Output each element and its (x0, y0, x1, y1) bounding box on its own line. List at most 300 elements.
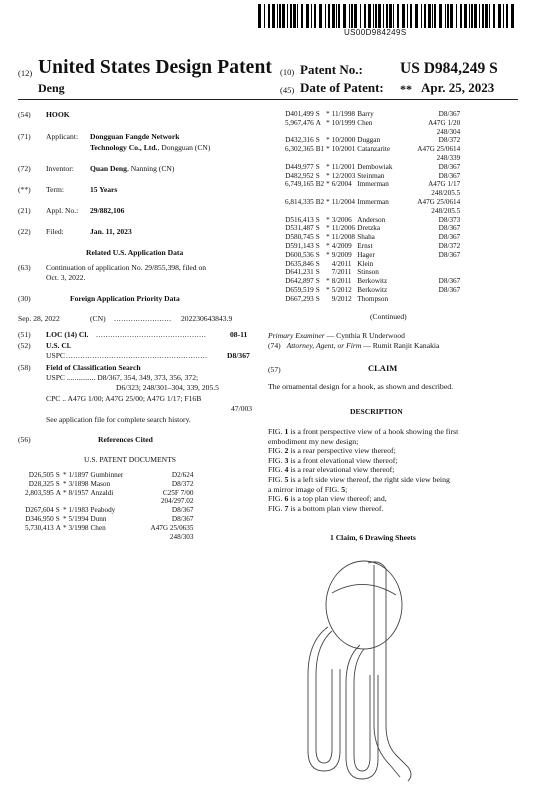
field-72 (18, 164, 175, 173)
field-57 (268, 363, 398, 374)
ref-kind: S (315, 259, 320, 268)
ref-star: * (326, 277, 330, 286)
reference-row (284, 260, 461, 269)
patent-number: US D984,249 S (400, 60, 498, 77)
ref-class: D8/373 (438, 215, 461, 224)
patent-no-num: (10) (280, 67, 295, 77)
field-56 (18, 435, 153, 444)
barcode-bar (364, 4, 366, 28)
field-num: (72) (18, 164, 31, 173)
barcode-bar (328, 4, 330, 28)
ref-kind: S (315, 215, 320, 224)
ref-class: A47G 1/20 (428, 118, 461, 127)
ref-inventor (356, 189, 416, 198)
reference-row (24, 533, 194, 542)
field-num: (52) (18, 341, 31, 350)
search-cpc-line1: CPC .. A47G 1/00; A47G 25/00; A47G 1/17; F16B (46, 394, 202, 403)
ref-number (284, 154, 315, 163)
field-71 (18, 132, 211, 152)
leader-dots: ........................ (114, 314, 172, 323)
ref-kind: S (55, 514, 60, 523)
barcode-bar (503, 4, 504, 28)
ref-star: * (62, 488, 67, 497)
hook-left-arm (308, 627, 340, 771)
ref-class: D8/367 (438, 171, 461, 180)
applicant-location: , Dongguan (CN) (157, 143, 211, 152)
ref-date: 11/2006 (331, 224, 356, 233)
ref-inventor: Dretzka (357, 224, 381, 233)
desc-text: is a bottom plan view thereof. (288, 503, 384, 513)
ref-number: D659,519 (285, 285, 314, 294)
reference-row (284, 145, 461, 154)
ref-inventor: Steinman (357, 171, 385, 180)
ref-date: 1/1897 (68, 471, 89, 479)
field-21 (18, 206, 125, 215)
ref-number: D642,897 (285, 277, 314, 286)
related-heading: Related U.S. Application Data (86, 248, 184, 257)
barcode-bar (343, 4, 346, 28)
ref-class: 248/205.5 (431, 189, 461, 198)
barcode-bar (351, 4, 353, 28)
description-line (268, 475, 458, 485)
ref-date: 5/1994 (68, 514, 89, 523)
ref-date: 9/2009 (331, 250, 352, 259)
ref-number: 2,803,595 (25, 488, 54, 497)
field-num: (74) (268, 341, 281, 350)
sphere-outline (326, 561, 402, 649)
claim-text: The ornamental design for a hook, as shown and described. (268, 382, 454, 391)
references-table-left (24, 471, 194, 541)
ref-date: 4/2011 (331, 259, 352, 268)
ref-number: 6,814,335 (285, 197, 314, 206)
field-54 (18, 110, 70, 119)
reference-row (24, 524, 194, 533)
priority-country: (CN) (90, 314, 106, 323)
ref-class: D8/367 (171, 506, 194, 515)
ref-kind: S (55, 479, 60, 488)
ref-class: 248/339 (436, 153, 461, 162)
ref-class: C25F 7/00 (162, 488, 194, 497)
fig-number: 3 (284, 455, 289, 465)
ref-inventor (356, 128, 416, 137)
ref-number: D600,536 (285, 250, 314, 259)
description-line (268, 456, 458, 466)
field-num: (63) (18, 263, 31, 272)
barcode-bar (489, 4, 490, 28)
ref-kind: B1 (315, 145, 325, 154)
loc-value: 08-11 (230, 330, 248, 339)
barcode-bar (482, 4, 484, 28)
references-table-right (284, 110, 461, 304)
ref-date: 3/1898 (68, 479, 89, 488)
desc-text: FIG. (268, 474, 285, 484)
ref-date: 3/2006 (331, 215, 352, 224)
ref-kind: B2 (315, 180, 325, 189)
ref-kind: S (315, 285, 320, 294)
ref-number (284, 189, 315, 198)
ref-inventor: Stinson (357, 268, 379, 277)
ref-star: * (326, 233, 330, 242)
field-22 (18, 227, 132, 236)
reference-row (24, 471, 194, 480)
ref-class: D2/624 (171, 471, 194, 479)
ref-class: A47G 25/0635 (150, 523, 194, 532)
barcode-bar (397, 4, 399, 28)
continuation-line1: Continuation of application No. 29/855,398, filed on (46, 263, 207, 272)
ref-class: D8/367 (438, 250, 461, 259)
ref-date: 12/2003 (331, 171, 356, 180)
ref-star: * (326, 285, 330, 294)
ref-number: D641,231 (285, 268, 314, 277)
inventor-label: Inventor: (46, 164, 74, 173)
ref-kind: S (315, 250, 320, 259)
field-num: (58) (18, 363, 31, 372)
applicant-line1: Dongguan Fangde Network (90, 132, 180, 141)
priority-date: Sep. 28, 2022 (18, 314, 60, 323)
barcode-bar (338, 4, 340, 28)
reference-row (24, 497, 194, 506)
priority-entry (18, 314, 233, 323)
reference-row (284, 198, 461, 207)
fig-number: 5 (284, 474, 289, 484)
ref-kind (315, 128, 325, 137)
barcode-bar (325, 4, 326, 28)
desc-text: ; (345, 484, 348, 494)
ref-star: * (326, 162, 330, 171)
reference-row (284, 189, 461, 198)
desc-text: FIG. (268, 455, 285, 465)
barcode-bar (378, 4, 381, 28)
ref-class: A47G 25/0614 (417, 145, 461, 154)
ref-date: 11/1998 (331, 110, 356, 118)
reference-row (24, 480, 194, 489)
search-history-note: See application file for complete search history. (46, 415, 191, 424)
fig-number: 1 (284, 427, 289, 436)
desc-text: FIG. (268, 503, 285, 513)
ref-inventor: Chen (357, 118, 373, 127)
desc-text: is a left side view thereof, the right side view being (288, 474, 450, 484)
barcode-bar (389, 4, 392, 28)
ref-inventor (356, 207, 416, 216)
ref-class: 248/303 (169, 532, 194, 541)
patent-no-label: Patent No.: (300, 62, 363, 77)
reference-row (284, 136, 461, 145)
attorney-label: Attorney, Agent, or Firm (286, 341, 362, 350)
reference-row (284, 172, 461, 181)
ref-inventor: Berkowitz (357, 285, 388, 294)
description-line (268, 465, 458, 475)
reference-row (284, 286, 461, 295)
barcode-bar (375, 4, 377, 28)
fig-number: 2 (284, 446, 289, 456)
barcode-bar (424, 4, 426, 28)
barcode-bar (282, 4, 285, 28)
ref-date (331, 207, 357, 216)
ref-date: 5/2012 (331, 285, 352, 294)
ref-class: 248/205.5 (431, 206, 461, 215)
ref-kind: S (315, 268, 320, 277)
ref-kind: S (315, 294, 320, 303)
barcode-bar (383, 4, 384, 28)
ref-date: 4/2009 (331, 241, 352, 250)
us-cl-label: U.S. Cl. (46, 341, 71, 350)
ref-date: 3/1998 (68, 523, 89, 532)
ref-date (68, 533, 90, 542)
ref-date: 10/2000 (331, 136, 356, 145)
ref-inventor: Peabody (90, 506, 116, 515)
ref-number (284, 207, 315, 216)
inventor-surname: Deng (38, 81, 65, 95)
field-51 (18, 330, 248, 339)
ref-date (331, 189, 357, 198)
ref-number: D531,487 (285, 224, 314, 233)
ref-star: * (326, 180, 330, 189)
field-num: (71) (18, 132, 31, 141)
ref-star: * (326, 250, 330, 259)
ref-class: D8/367 (171, 514, 194, 523)
ref-kind (55, 497, 62, 506)
ref-class (416, 268, 461, 277)
ref-number: D28,325 (28, 479, 54, 488)
ref-date: 6/2004 (331, 180, 352, 189)
ref-date: 8/1957 (68, 488, 89, 497)
ref-number (24, 497, 55, 506)
ref-date: 10/2001 (331, 145, 356, 154)
reference-row (284, 224, 461, 233)
ref-class (416, 260, 461, 269)
hook-plate (368, 562, 411, 781)
field-num: (56) (18, 435, 31, 444)
ref-date: 11/2008 (331, 233, 356, 242)
claim-heading: CLAIM (368, 363, 398, 373)
ref-number: D591,143 (285, 241, 314, 250)
ref-kind (315, 207, 325, 216)
ref-star: * (326, 136, 330, 145)
barcode-text: US00D984249S (344, 28, 407, 37)
barcode-bar (402, 4, 405, 28)
ref-kind: S (315, 171, 320, 180)
ref-star: * (326, 110, 330, 118)
ref-inventor: Dunn (90, 514, 107, 523)
ref-star: * (326, 224, 330, 233)
barcode-bar (319, 4, 322, 28)
ref-kind: S (55, 506, 60, 515)
barcode-bar (301, 4, 303, 28)
ref-inventor: Mason (90, 479, 111, 488)
ref-inventor: Immerman (357, 197, 389, 206)
ref-kind: A (55, 488, 61, 497)
ref-number: D516,413 (285, 215, 314, 224)
barcode-bar (297, 4, 298, 28)
reference-row (284, 163, 461, 172)
ref-date: 9/2012 (331, 294, 352, 303)
ref-class: D8/367 (438, 233, 461, 242)
fig-number: 5 (341, 484, 346, 494)
ref-date (68, 497, 90, 506)
field-63 (18, 263, 207, 282)
barcode-bar (264, 4, 265, 28)
barcode (258, 4, 516, 28)
ref-class: A47G 1/17 (428, 180, 461, 189)
reference-row (284, 180, 461, 189)
ref-kind: S (315, 110, 320, 118)
description-line (268, 427, 458, 437)
fig-number: 7 (284, 503, 289, 513)
barcode-bar (407, 4, 408, 28)
barcode-bar (354, 4, 357, 28)
barcode-bar (314, 4, 316, 28)
ref-number: D432,316 (285, 136, 314, 145)
ref-date: 11/2004 (331, 197, 356, 206)
ref-number: D580,745 (285, 233, 314, 242)
description-line (268, 437, 458, 447)
priority-number: 202230643843.9 (181, 314, 233, 323)
ref-inventor (90, 497, 150, 506)
ref-number (24, 533, 55, 542)
ref-date (331, 128, 357, 137)
barcode-bar (464, 4, 467, 28)
ref-inventor: Duggan (357, 136, 381, 145)
barcode-bar (498, 4, 501, 28)
ref-inventor: Dembowiak (357, 162, 393, 171)
barcode-bar (415, 4, 418, 28)
date-label: Date of Patent: (300, 80, 384, 95)
desc-text: is a top plan view thereof; and, (288, 494, 387, 504)
ref-inventor: Catanzarite (357, 145, 391, 154)
ref-class: D8/367 (438, 277, 461, 286)
date-num: (45) (280, 85, 295, 95)
examiner-label: Primary Examiner (268, 331, 325, 340)
barcode-bar (460, 4, 462, 28)
ref-number: D667,293 (285, 294, 314, 303)
barcode-bar (287, 4, 288, 28)
barcode-bar (474, 4, 477, 28)
ref-number: D635,846 (285, 259, 314, 268)
ref-kind: S (315, 241, 320, 250)
barcode-bar (306, 4, 309, 28)
desc-text: FIG. (268, 465, 285, 475)
field-num: (22) (18, 227, 31, 236)
barcode-bar (277, 4, 278, 28)
ref-kind (55, 533, 62, 542)
continuation-line2: Oct. 3, 2022. (46, 273, 86, 282)
applicant-name: Technology Co., Ltd. (90, 143, 158, 152)
ref-inventor: Chen (90, 523, 106, 532)
ref-kind (315, 189, 325, 198)
barcode-bar (445, 4, 446, 28)
ref-star: * (62, 514, 67, 523)
patent-date: Apr. 25, 2023 (421, 80, 495, 95)
barcode-bar (290, 4, 292, 28)
barcode-bar (493, 4, 495, 28)
barcode-bar (258, 4, 261, 28)
ref-number: D401,499 (285, 110, 314, 118)
desc-text: embodiment my new design; (268, 436, 359, 446)
ref-class: D8/367 (438, 162, 461, 171)
barcode-bar (393, 4, 394, 28)
ref-class: 204/297.02 (160, 497, 194, 506)
ref-inventor: Klein (357, 259, 374, 268)
desc-text: FIG. (268, 427, 285, 436)
ref-class: A47G 25/0614 (417, 197, 461, 206)
desc-text: a mirror image of FIG. (268, 484, 342, 494)
ref-class: D8/367 (438, 285, 461, 294)
reference-row (284, 119, 461, 128)
field-74 (268, 341, 439, 350)
barcode-bar (428, 4, 431, 28)
reference-row (24, 489, 194, 498)
barcode-bar (479, 4, 480, 28)
field-num: (57) (268, 365, 281, 374)
ref-inventor: Immerman (357, 180, 389, 189)
search-uspc-line1: USPC ............... D8/367, 354, 349, 373, 356, 372; (46, 373, 199, 382)
ref-class: D8/372 (438, 136, 461, 145)
term-stars: ** (400, 82, 412, 96)
primary-examiner (268, 331, 405, 340)
description-line (268, 446, 458, 456)
barcode-bar (439, 4, 442, 28)
description-list (268, 427, 458, 513)
reference-row (284, 268, 461, 277)
barcode-bar (456, 4, 457, 28)
desc-text: is a rear elevational view thereof; (288, 465, 395, 475)
barcode-bar (421, 4, 422, 28)
reference-row (284, 154, 461, 163)
uspc-label: USPC (46, 351, 65, 360)
ref-class: D8/367 (438, 110, 461, 118)
doc-kind-number: (12) (18, 68, 33, 78)
ref-inventor: Barry (357, 110, 374, 118)
inventor-name: Quan Deng (90, 164, 127, 173)
desc-text: FIG. (268, 446, 285, 456)
ref-number: D26,505 (28, 471, 54, 479)
ref-star: * (326, 241, 330, 250)
leader-dots: ........................................................... (66, 351, 208, 360)
ref-number: 6,302,365 (285, 145, 314, 154)
continued-note: (Continued) (370, 312, 407, 321)
barcode-bar (511, 4, 514, 28)
ref-kind: S (315, 277, 320, 286)
ref-kind: B2 (315, 197, 325, 206)
barcode-bar (272, 4, 275, 28)
ref-date: 8/2011 (331, 277, 352, 286)
field-num: (54) (18, 110, 31, 119)
field-num: (**) (18, 185, 31, 194)
reference-row (284, 216, 461, 225)
ref-number: 6,749,165 (285, 180, 314, 189)
ref-star: * (326, 197, 330, 206)
ref-star: * (62, 479, 67, 488)
barcode-bar (485, 4, 488, 28)
barcode-bar (447, 4, 449, 28)
ref-kind: A (315, 118, 321, 127)
reference-row (24, 506, 194, 515)
ref-star: * (326, 118, 330, 127)
reference-row (284, 207, 461, 216)
reference-row (284, 251, 461, 260)
barcode-bar (469, 4, 470, 28)
search-field-label: Field of Classification Search (46, 363, 141, 372)
filed-value: Jan. 11, 2023 (90, 227, 132, 236)
barcode-bar (332, 4, 335, 28)
document-title: United States Design Patent (38, 57, 272, 78)
ref-number: 5,730,413 (25, 523, 54, 532)
references-heading: References Cited (98, 435, 153, 444)
barcode-bar (450, 4, 453, 28)
ref-number: D482,952 (285, 171, 314, 180)
fig-number: 6 (284, 494, 289, 504)
ref-number (284, 128, 315, 137)
